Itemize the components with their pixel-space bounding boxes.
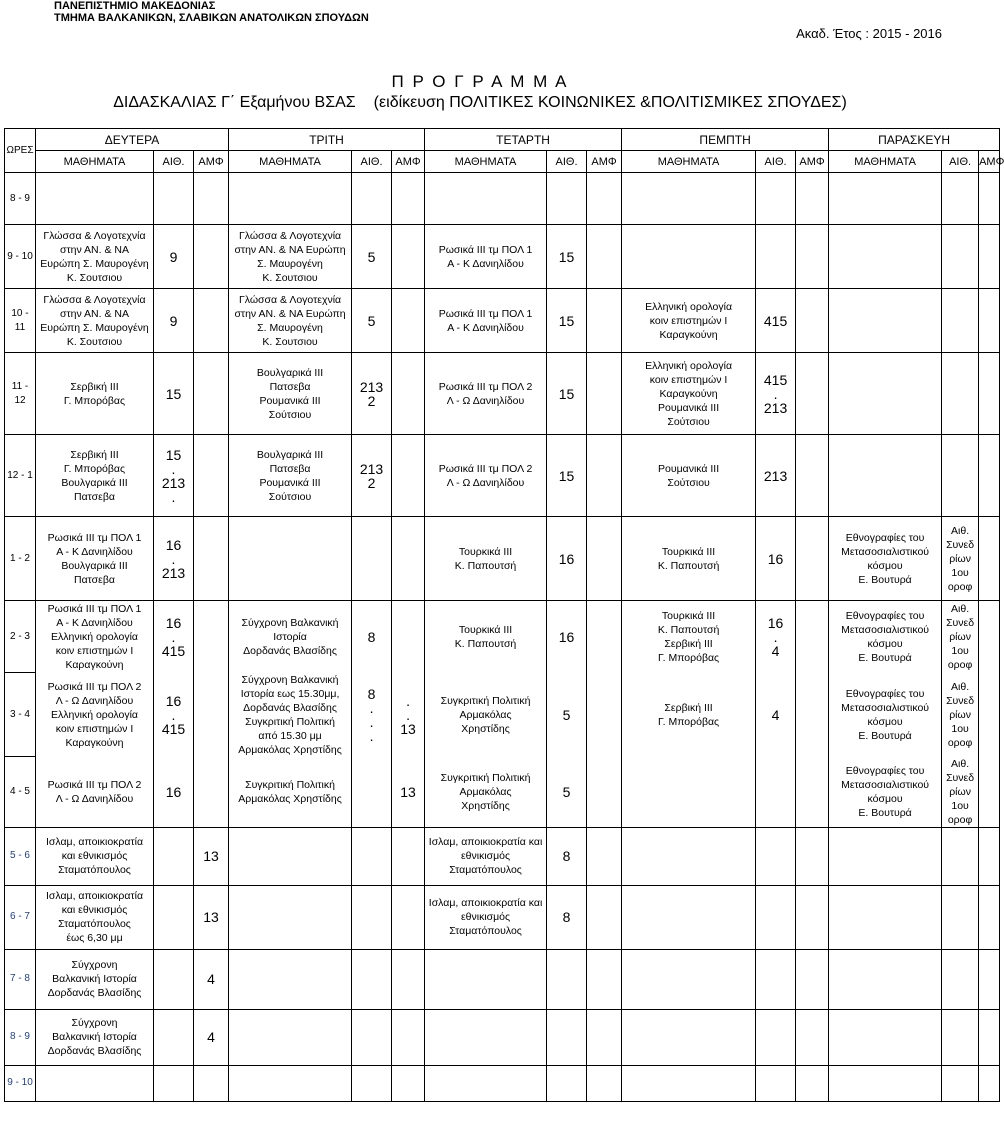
hour-label: 7 - 8 bbox=[5, 949, 36, 1009]
course-cell: Σύγχρονη Βαλκανική Ιστορία Δορδανάς Βλασίδης bbox=[36, 1009, 154, 1065]
room-cell: 213 2 bbox=[352, 353, 392, 435]
amf-cell: 13 bbox=[392, 757, 425, 828]
course-cell: Ρωσικά ΙΙΙ τμ ΠΟΛ 2 Λ - Ω Δανιηλίδου Ελληνική ορολογία κοιν επιστημών Ι Καραγκούνη bbox=[36, 673, 154, 757]
program-title: Π Ρ Ο Γ Ρ Α Μ Μ Α bbox=[391, 72, 569, 91]
col-amf: ΑΜΦ bbox=[796, 151, 829, 173]
table-row bbox=[5, 757, 1000, 828]
room-cell: 15 bbox=[154, 353, 194, 435]
course-cell: Γλώσσα & Λογοτεχνία στην ΑΝ. & ΝΑ Ευρώπη Σ. Μαυρογένη Κ. Σουτσιου bbox=[229, 289, 352, 353]
hour-label: 5 - 6 bbox=[5, 827, 36, 885]
course-cell: Εθνογραφίες του Μετασοσιαλιστικού κόσμου Ε. Βουτυρά bbox=[829, 601, 942, 673]
hour-label: 8 - 9 bbox=[5, 1009, 36, 1065]
amf-cell: 4 bbox=[194, 949, 229, 1009]
room-cell: 15 bbox=[547, 435, 587, 517]
room-cell: 16 bbox=[547, 517, 587, 601]
course-cell: Ισλαμ, αποικιοκρατία και εθνικισμός Σταματόπουλος bbox=[425, 827, 547, 885]
course-cell: Σύγχρονη Βαλκανική Ιστορία Δορδανάς Βλασίδης bbox=[229, 601, 352, 673]
course-cell: Ελληνική ορολογία κοιν επιστημών Ι Καραγκούνη bbox=[622, 289, 756, 353]
course-cell: Σύγχρονη Βαλκανική Ιστορία εως 15.30μμ, Δορδανάς Βλασίδης Συγκριτική Πολιτική από 15.30 μμ Αρμακόλας Χρηστίδης bbox=[229, 673, 352, 757]
room-cell: 16 bbox=[154, 757, 194, 828]
room-cell: 8 bbox=[547, 885, 587, 949]
table-row bbox=[5, 1009, 1000, 1065]
room-cell: 16 . 213 bbox=[154, 517, 194, 601]
amf-cell: 4 bbox=[194, 1009, 229, 1065]
hour-label: 12 - 1 bbox=[5, 435, 36, 517]
course-cell: Ρωσικά ΙΙΙ τμ ΠΟΛ 2 Λ - Ω Δανιηλίδου bbox=[36, 757, 154, 828]
room-cell: 5 bbox=[352, 289, 392, 353]
timetable bbox=[4, 128, 1004, 1102]
course-cell: Ρωσικά ΙΙΙ τμ ΠΟΛ 2 Λ - Ω Δανιηλίδου bbox=[425, 353, 547, 435]
course-cell: Συγκριτική Πολιτική Αρμακόλας Χρηστίδης bbox=[229, 757, 352, 828]
amf-cell: 13 bbox=[194, 827, 229, 885]
room-cell: 5 bbox=[547, 673, 587, 757]
hour-label: 2 - 3 bbox=[5, 601, 36, 673]
course-cell: Ισλαμ, αποικιοκρατία και εθνικισμός Σταματόπουλος έως 6,30 μμ bbox=[36, 885, 154, 949]
room-cell: 8 . . . bbox=[352, 673, 392, 757]
col-room: ΑΙΘ. bbox=[756, 151, 796, 173]
room-cell: 15 bbox=[547, 353, 587, 435]
course-cell: Τουρκικά ΙΙΙ Κ. Παπουτσή bbox=[425, 517, 547, 601]
amf-cell: . . 13 bbox=[392, 673, 425, 757]
hour-label: 3 - 4 bbox=[5, 673, 36, 757]
room-cell: Αιθ. Συνεδ ρίων 1ου οροφ bbox=[942, 517, 979, 601]
course-cell: Βουλγαρικά ΙΙΙ Πατσεβα Ρουμανικά ΙΙΙ Σούτσιου bbox=[229, 353, 352, 435]
day-friday: ΠΑΡΑΣΚΕΥΗ bbox=[829, 129, 1000, 151]
col-courses: ΜΑΘΗΜΑΤΑ bbox=[36, 151, 154, 173]
table-row bbox=[5, 601, 1000, 673]
hour-label: 9 - 10 bbox=[5, 1065, 36, 1101]
table-row bbox=[5, 1065, 1000, 1101]
room-cell: 15 . 213 . bbox=[154, 435, 194, 517]
day-tuesday: ΤΡΙΤΗ bbox=[229, 129, 425, 151]
room-cell: Αιθ. Συνεδ ρίων 1ου οροφ bbox=[942, 757, 979, 828]
hour-label: 6 - 7 bbox=[5, 885, 36, 949]
hour-label: 11 - 12 bbox=[5, 353, 36, 435]
hour-label: 10 - 11 bbox=[5, 289, 36, 353]
room-cell: 8 bbox=[547, 827, 587, 885]
hour-label: 4 - 5 bbox=[5, 757, 36, 828]
course-cell: Γλώσσα & Λογοτεχνία στην ΑΝ. & ΝΑ Ευρώπη Σ. Μαυρογένη Κ. Σουτσιου bbox=[229, 225, 352, 289]
col-amf: ΑΜΦ bbox=[979, 151, 1000, 173]
room-cell: 213 bbox=[756, 435, 796, 517]
room-cell: 16 bbox=[756, 517, 796, 601]
course-cell: Συγκριτική Πολιτική Αρμακόλας Χρηστίδης bbox=[425, 673, 547, 757]
hours-header: ΩΡΕΣ bbox=[5, 129, 36, 173]
col-room: ΑΙΘ. bbox=[942, 151, 979, 173]
course-cell: Ρωσικά ΙΙΙ τμ ΠΟΛ 1 Α - Κ Δανιηλίδου bbox=[425, 289, 547, 353]
table-row bbox=[5, 353, 1000, 435]
course-cell: Τουρκικά ΙΙΙ Κ. Παπουτσή bbox=[622, 517, 756, 601]
course-cell: Ρωσικά ΙΙΙ τμ ΠΟΛ 1 Α - Κ Δανιηλίδου Βουλγαρικά ΙΙΙ Πατσεβα bbox=[36, 517, 154, 601]
course-cell: Σύγχρονη Βαλκανική Ιστορία Δορδανάς Βλασίδης bbox=[36, 949, 154, 1009]
course-cell: Ρωσικά ΙΙΙ τμ ΠΟΛ 1 Α - Κ Δανιηλίδου bbox=[425, 225, 547, 289]
course-cell: Ρωσικά ΙΙΙ τμ ΠΟΛ 1 Α - Κ Δανιηλίδου Ελληνική ορολογία κοιν επιστημών Ι Καραγκούνη bbox=[36, 601, 154, 673]
course-cell: Τουρκικά ΙΙΙ Κ. Παπουτσή bbox=[425, 601, 547, 673]
room-cell: 16 . 415 bbox=[154, 673, 194, 757]
hour-label: 9 - 10 bbox=[5, 225, 36, 289]
university-name: ΠΑΝΕΠΙΣΤΗΜΙΟ ΜΑΚΕΔΟΝΙΑΣ bbox=[54, 0, 216, 12]
table-row bbox=[5, 827, 1000, 885]
course-cell: Σερβική ΙΙΙ Γ. Μπορόβας bbox=[622, 673, 756, 757]
amf-cell: 13 bbox=[194, 885, 229, 949]
course-cell: Ισλαμ, αποικιοκρατία και εθνικισμός Σταματόπουλος bbox=[36, 827, 154, 885]
table-row bbox=[5, 173, 1000, 225]
course-cell: Συγκριτική Πολιτική Αρμακόλας Χρηστίδης bbox=[425, 757, 547, 828]
table-row bbox=[5, 673, 1000, 757]
course-cell: Σερβική ΙΙΙ Γ. Μπορόβας bbox=[36, 353, 154, 435]
table-row bbox=[5, 225, 1000, 289]
room-cell: 4 bbox=[756, 673, 796, 757]
table-row bbox=[5, 949, 1000, 1009]
course-cell: Εθνογραφίες του Μετασοσιαλιστικού κόσμου Ε. Βουτυρά bbox=[829, 757, 942, 828]
course-cell: Εθνογραφίες του Μετασοσιαλιστικού κόσμου Ε. Βουτυρά bbox=[829, 673, 942, 757]
room-cell: 16 . 4 bbox=[756, 601, 796, 673]
course-cell: Ισλαμ, αποικιοκρατία και εθνικισμός Σταματόπουλος bbox=[425, 885, 547, 949]
program-subtitle bbox=[0, 94, 960, 112]
room-cell: 5 bbox=[352, 225, 392, 289]
room-cell: 213 2 bbox=[352, 435, 392, 517]
col-courses: ΜΑΘΗΜΑΤΑ bbox=[622, 151, 756, 173]
room-cell: 9 bbox=[154, 225, 194, 289]
room-cell: 15 bbox=[547, 225, 587, 289]
day-thursday: ΠΕΜΠΤΗ bbox=[622, 129, 829, 151]
room-cell: 415 bbox=[756, 289, 796, 353]
room-cell: Αιθ. Συνεδ ρίων 1ου οροφ bbox=[942, 601, 979, 673]
col-room: ΑΙΘ. bbox=[547, 151, 587, 173]
course-cell: Εθνογραφίες του Μετασοσιαλιστικού κόσμου Ε. Βουτυρά bbox=[829, 517, 942, 601]
col-courses: ΜΑΘΗΜΑΤΑ bbox=[425, 151, 547, 173]
academic-year: Ακαδ. Έτος : 2015 - 2016 bbox=[796, 26, 942, 41]
course-cell: Γλώσσα & Λογοτεχνία στην ΑΝ. & ΝΑ Ευρώπη Σ. Μαυρογένη Κ. Σουτσιου bbox=[36, 289, 154, 353]
day-wednesday: ΤΕΤΑΡΤΗ bbox=[425, 129, 622, 151]
table-row bbox=[5, 517, 1000, 601]
col-amf: ΑΜΦ bbox=[392, 151, 425, 173]
room-cell: 5 bbox=[547, 757, 587, 828]
hour-label: 1 - 2 bbox=[5, 517, 36, 601]
room-cell: 8 bbox=[352, 601, 392, 673]
course-cell: Ελληνική ορολογία κοιν επιστημών Ι Καραγκούνη Ρουμανικά ΙΙΙ Σούτσιου bbox=[622, 353, 756, 435]
course-cell: Βουλγαρικά ΙΙΙ Πατσεβα Ρουμανικά ΙΙΙ Σούτσιου bbox=[229, 435, 352, 517]
room-cell: Αιθ. Συνεδ ρίων 1ου οροφ bbox=[942, 673, 979, 757]
table-row bbox=[5, 289, 1000, 353]
table-row bbox=[5, 885, 1000, 949]
col-amf: ΑΜΦ bbox=[587, 151, 622, 173]
col-room: ΑΙΘ. bbox=[352, 151, 392, 173]
room-cell: 415 . 213 bbox=[756, 353, 796, 435]
room-cell: 9 bbox=[154, 289, 194, 353]
col-courses: ΜΑΘΗΜΑΤΑ bbox=[829, 151, 942, 173]
table-row bbox=[5, 435, 1000, 517]
room-cell: 15 bbox=[547, 289, 587, 353]
room-cell: 16 . 415 bbox=[154, 601, 194, 673]
col-amf: ΑΜΦ bbox=[194, 151, 229, 173]
course-cell: Σερβική ΙΙΙ Γ. Μπορόβας Βουλγαρικά ΙΙΙ Πατσεβα bbox=[36, 435, 154, 517]
course-cell: Ρωσικά ΙΙΙ τμ ΠΟΛ 2 Λ - Ω Δανιηλίδου bbox=[425, 435, 547, 517]
course-cell: Γλώσσα & Λογοτεχνία στην ΑΝ. & ΝΑ Ευρώπη Σ. Μαυρογένη Κ. Σουτσιου bbox=[36, 225, 154, 289]
col-courses: ΜΑΘΗΜΑΤΑ bbox=[229, 151, 352, 173]
subtitle-right: (ειδίκευση ΠΟΛΙΤΙΚΕΣ ΚΟΙΝΩΝΙΚΕΣ &ΠΟΛΙΤΙΣΜΙΚΕΣ ΣΠΟΥΔΕΣ) bbox=[373, 94, 847, 111]
day-monday: ΔΕΥΤΕΡΑ bbox=[36, 129, 229, 151]
hour-label: 8 - 9 bbox=[5, 173, 36, 225]
col-room: ΑΙΘ. bbox=[154, 151, 194, 173]
subtitle-left: ΔΙΔΑΣΚΑΛΙΑΣ Γ΄ Εξαμήνου ΒΣΑΣ bbox=[113, 94, 356, 111]
department-name: ΤΜΗΜΑ ΒΑΛΚΑΝΙΚΩΝ, ΣΛΑΒΙΚΩΝ ΑΝΑΤΟΛΙΚΩΝ ΣΠΟΥΔΩΝ bbox=[54, 12, 369, 24]
course-cell: Τουρκικά ΙΙΙ Κ. Παπουτσή Σερβική ΙΙΙ Γ. Μπορόβας bbox=[622, 601, 756, 673]
course-cell: Ρουμανικά ΙΙΙ Σούτσιου bbox=[622, 435, 756, 517]
room-cell: 16 bbox=[547, 601, 587, 673]
